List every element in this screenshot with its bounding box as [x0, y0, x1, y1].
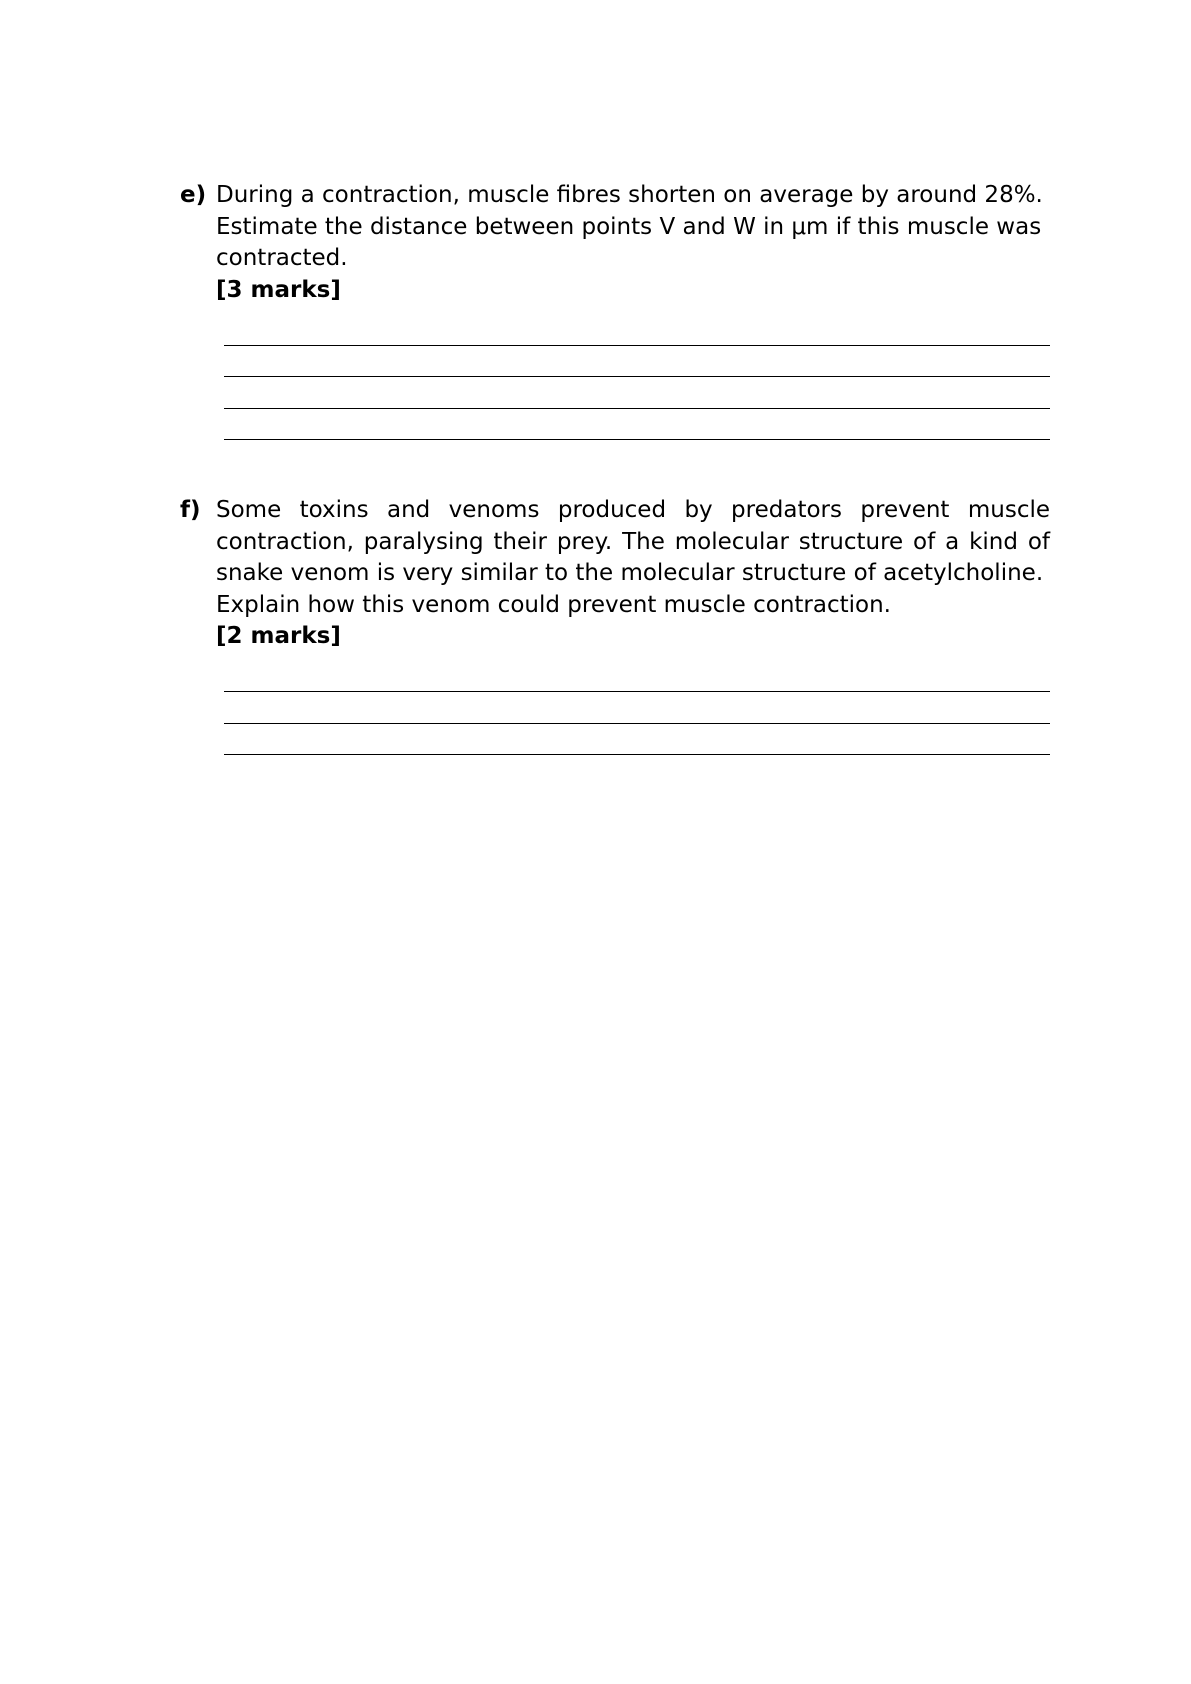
question-text: During a contraction, muscle fibres shorten on average by around 28%.: [216, 182, 1043, 208]
question-label: f): [180, 497, 201, 523]
answer-area[interactable]: [216, 661, 1050, 756]
question-body: [216, 495, 1050, 755]
marks-label: [2 marks]: [216, 623, 341, 649]
question-label: e): [180, 182, 207, 208]
question-text: Estimate the distance between points V and W in μm if this muscle was contracted.: [216, 213, 1042, 271]
answer-line[interactable]: [224, 692, 1050, 724]
answer-line[interactable]: [224, 346, 1050, 378]
question-text: Explain how this venom could prevent muscle contraction.: [216, 591, 891, 618]
answer-line[interactable]: [224, 314, 1050, 346]
answer-area[interactable]: [216, 314, 1050, 440]
answer-line[interactable]: [224, 409, 1050, 441]
question-text: Some toxins and venoms produced by predators prevent muscle contraction, paralysing their prey. The molecular structure of a kind of snake venom is very similar to the molecular structure of acetylcholine.: [216, 497, 1050, 586]
answer-line[interactable]: [224, 724, 1050, 756]
marks-label: [3 marks]: [216, 276, 341, 303]
answer-line[interactable]: [224, 377, 1050, 409]
answer-line[interactable]: [224, 661, 1050, 693]
question-body: [216, 180, 1050, 440]
